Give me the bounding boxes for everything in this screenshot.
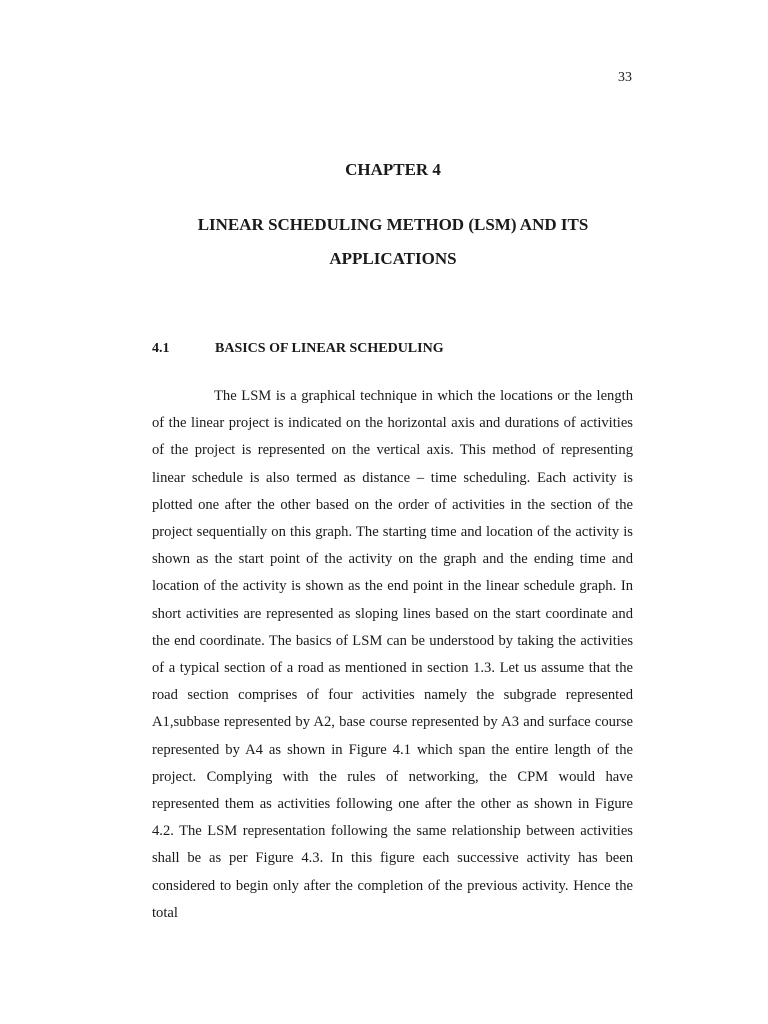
chapter-label: CHAPTER 4 [345,160,441,179]
body-paragraph: The LSM is a graphical technique in which the locations or the length of the linear project is indicated on the horizontal axis and durations of activities of the project is represented on the vertical axis. This method of representing linear schedule is also termed as distance – time scheduling. Each activity is plotted one after the other based on the order of activities in the section of the project sequentially on this graph. The starting time and location of the activity is shown as the start point of the activity on the graph and the ending time and location of the activity is shown as the end point in the linear schedule graph. In short activities are represented as sloping lines based on the start coordinate and the end coordinate. The basics of LSM can be understood by taking the activities of a typical section of a road as mentioned in section 1.3. Let us assume that the road section comprises of four activities namely the subgrade represented A1,subbase represented by A2, base course represented by A3 and surface course represented by A4 as shown in Figure 4.1 which span the entire length of the project. Complying with the rules of networking, the CPM would have represented them as activities following one after the other as shown in Figure 4.2. The LSM representation following the same relationship between activities shall be as per Figure 4.3. In this figure each successive activity has been considered to begin only after the completion of the previous activity. Hence the total [152,388,633,921]
chapter-title-line-2: APPLICATIONS [329,249,457,268]
section-heading [152,341,444,357]
section-title: BASICS OF LINEAR SCHEDULING [215,341,444,356]
section-number: 4.1 [152,341,170,356]
chapter-title [0,208,768,276]
chapter-title-line-1: LINEAR SCHEDULING METHOD (LSM) AND ITS [197,215,589,234]
page-number: 33 [618,70,632,85]
